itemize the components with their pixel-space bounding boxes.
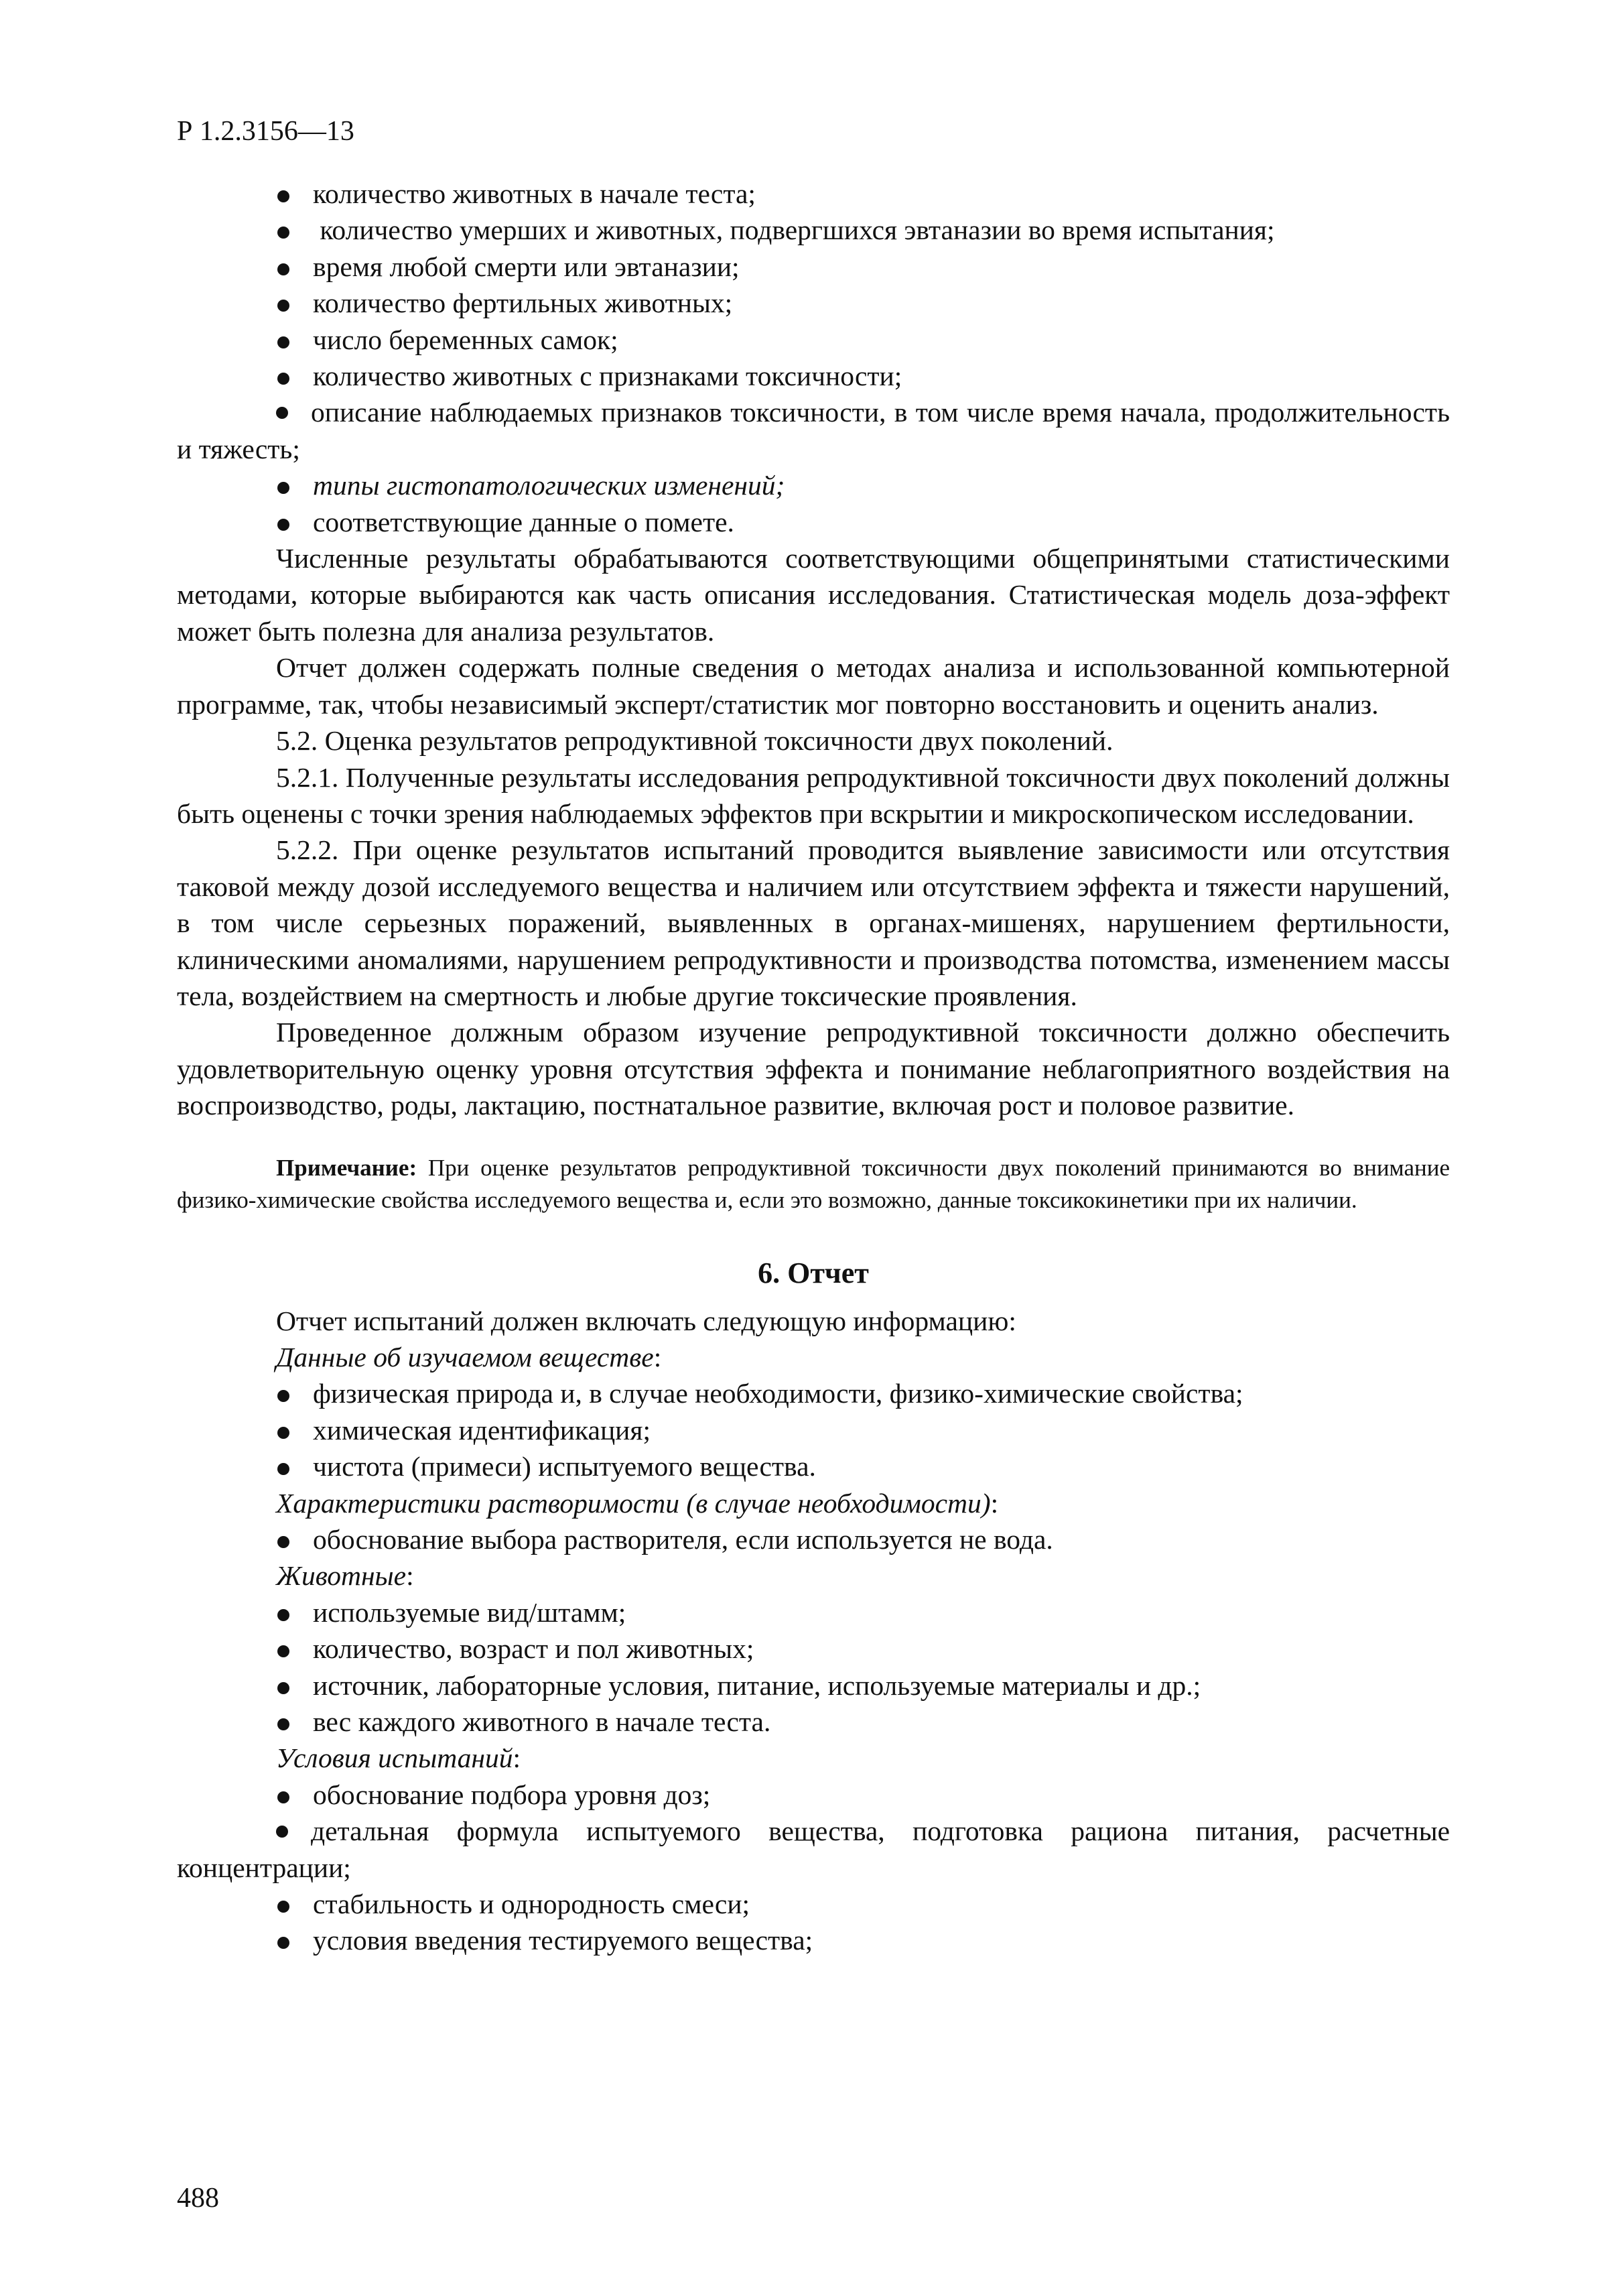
note-text: При оценке результатов репродуктивной токсичности двух поколений принимаются во внимание физико-химические свойства исследуемого вещества и, если это возможно, данные токсикокинетики при их наличии. <box>177 1154 1456 1214</box>
bullet-icon <box>277 263 289 275</box>
paragraph-report-methods: Отчет должен содержать полные сведения о методах анализа и использованной компьютерной программе, так, чтобы независимый эксперт/статистик мог повторно восстановить и оценить анализ. <box>177 652 1450 720</box>
list-item: условия введения тестируемого вещества; <box>177 1922 1450 1958</box>
list-item: число беременных самок; <box>177 322 1450 358</box>
paragraph-5-2: 5.2. Оценка результатов репродуктивной токсичности двух поколений. <box>276 725 1113 757</box>
list-item: обоснование подбора уровня доз; <box>177 1777 1450 1813</box>
paragraph-5-2-2: 5.2.2. При оценке результатов испытаний проводится выявление зависимости или отсутствия таковой между дозой исследуемого вещества и наличием или отсутствием эффекта и тяжести нарушений, в том числе серьезных поражений, выявленных в органах-мишенях, нарушением фертильности, клиническими аномалиями, нарушением репродуктивности и производства потомства, изменением массы тела, воздействием на смертность и любые другие токсические проявления. <box>177 834 1450 1011</box>
subheading-animals: Животные: <box>276 1560 414 1592</box>
list-item: используемые вид/штамм; <box>177 1594 1450 1631</box>
list-item: соответствующие данные о помете. <box>177 504 1450 540</box>
list-item: детальная формула испытуемого вещества, подготовка рациона питания, расчетные концентрации; <box>177 1815 1450 1883</box>
list-item: вес каждого животного в начале теста. <box>177 1704 1450 1740</box>
bullet-icon <box>277 519 289 531</box>
bullet-icon <box>277 1682 289 1694</box>
section-title: 6. Отчет <box>758 1256 869 1289</box>
list-item: химическая идентификация; <box>177 1412 1450 1448</box>
list-item: физическая природа и, в случае необходимости, физико-химические свойства; <box>177 1375 1450 1411</box>
bullet-icon <box>277 1791 289 1803</box>
note <box>177 1152 1456 1217</box>
bullet-icon <box>277 1718 289 1730</box>
bullet-icon <box>277 1536 289 1548</box>
list-item: количество, возраст и пол животных; <box>177 1631 1450 1667</box>
list-item: время любой смерти или эвтаназии; <box>177 249 1450 285</box>
list-item: количество животных с признаками токсичности; <box>177 358 1450 394</box>
subheading-conditions: Условия испытаний: <box>276 1742 521 1774</box>
section-intro: Отчет испытаний должен включать следующую информацию: <box>276 1305 1016 1336</box>
bullet-icon <box>277 1609 289 1621</box>
list-item: стабильность и однородность смеси; <box>177 1886 1450 1922</box>
bullet-icon <box>276 407 288 419</box>
paragraph-5-2-1: 5.2.1. Полученные результаты исследования репродуктивной токсичности двух поколений должны быть оценены с точки зрения наблюдаемых эффектов при вскрытии и микроскопическом исследовании. <box>177 761 1450 829</box>
list-item: типы гистопатологических изменений; <box>177 467 1450 503</box>
bullet-icon <box>277 1427 289 1439</box>
paragraph-study-quality: Проведенное должным образом изучение репродуктивной токсичности должно обеспечить удовлетворительную оценку уровня отсутствия эффекта и понимание неблагоприятного воздействия на воспроизводство, роды, лактацию, постнатальное развитие, включая рост и половое развитие. <box>177 1017 1450 1121</box>
bullet-icon <box>277 190 289 202</box>
document-body <box>177 176 1456 1959</box>
note-label: Примечание: <box>276 1154 417 1181</box>
bullet-icon <box>276 1826 288 1838</box>
page-number: 488 <box>177 2183 219 2214</box>
list-item: количество фертильных животных; <box>177 285 1450 321</box>
list-item: чистота (примеси) испытуемого вещества. <box>177 1448 1450 1484</box>
list-item: количество животных в начале теста; <box>177 176 1450 212</box>
subheading-substance: Данные об изучаемом веществе: <box>276 1341 662 1373</box>
bullet-icon <box>277 336 289 348</box>
list-item: обоснование выбора растворителя, если используется не вода. <box>177 1521 1450 1557</box>
bullet-icon <box>277 373 289 385</box>
document-code: Р 1.2.3156—13 <box>177 116 354 147</box>
list-item: источник, лабораторные условия, питание, используемые материалы и др.; <box>177 1667 1450 1704</box>
bullet-icon <box>277 1901 289 1913</box>
subheading-solubility: Характеристики растворимости (в случае необходимости): <box>276 1487 999 1519</box>
list-item: описание наблюдаемых признаков токсичности, в том числе время начала, продолжительность и тяжесть; <box>177 397 1450 464</box>
list-item: количество умерших и животных, подвергшихся эвтаназии во время испытания; <box>177 212 1450 248</box>
paragraph-statistics: Численные результаты обрабатываются соответствующими общепринятыми статистическими методами, которые выбираются как часть описания исследования. Статистическая модель доза-эффект может быть полезна для анализа результатов. <box>177 543 1450 647</box>
